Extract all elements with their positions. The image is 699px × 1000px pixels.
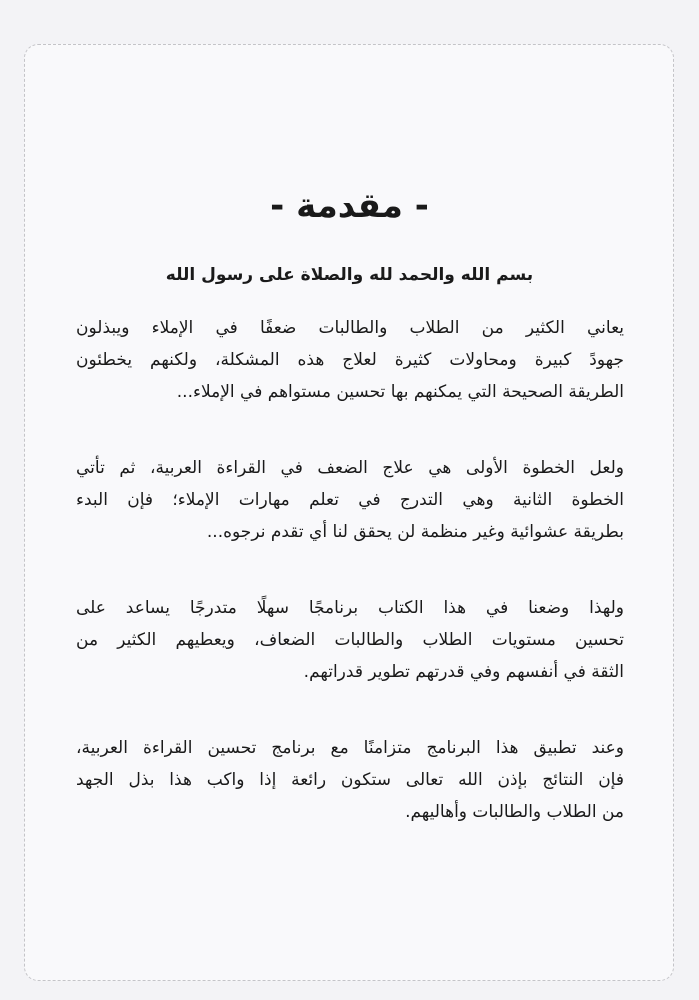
paragraph-4 xyxy=(76,732,624,828)
text-line: بطريقة عشوائية وغير منظمة لن يحقق لنا أي تقدم نرجوه... xyxy=(206,522,624,542)
text-line: وعند تطبيق هذا البرنامج متزامنًا مع برنامج تحسين القراءة العربية، xyxy=(76,738,624,758)
text-line: تحسين مستويات الطلاب والطالبات الضعاف، ويعطيهم الكثير من xyxy=(76,630,624,650)
page-title: - مقدمة - xyxy=(270,186,429,226)
basmala-subtitle: بسم الله والحمد لله والصلاة على رسول الله xyxy=(165,265,534,285)
text-line: يعاني الكثير من الطلاب والطالبات ضعفًا في الإملاء ويبذلون xyxy=(76,318,624,338)
paragraph-2 xyxy=(76,452,624,548)
text-line: ولهذا وضعنا في هذا الكتاب برنامجًا سهلًا متدرجًا يساعد على xyxy=(76,598,624,618)
text-line: جهودً كبيرة ومحاولات كثيرة لعلاج هذه المشكلة، ولكنهم يخطئون xyxy=(76,350,624,370)
text-line: من الطلاب والطالبات وأهاليهم. xyxy=(405,802,624,822)
text-line: الطريقة الصحيحة التي يمكنهم بها تحسين مستواهم في الإملاء... xyxy=(176,382,624,402)
text-line: الثقة في أنفسهم وفي قدرتهم تطوير قدراتهم. xyxy=(303,662,624,682)
paragraph-3 xyxy=(76,592,624,688)
text-line: فإن النتائج بإذن الله تعالى ستكون رائعة إذا واكب هذا بذل الجهد xyxy=(76,770,624,790)
paragraph-1 xyxy=(76,312,624,408)
text-line: ولعل الخطوة الأولى هي علاج الضعف في القراءة العربية، ثم تأتي xyxy=(76,458,624,478)
text-line: الخطوة الثانية وهي التدرج في تعلم مهارات الإملاء؛ فإن البدء xyxy=(76,490,624,510)
